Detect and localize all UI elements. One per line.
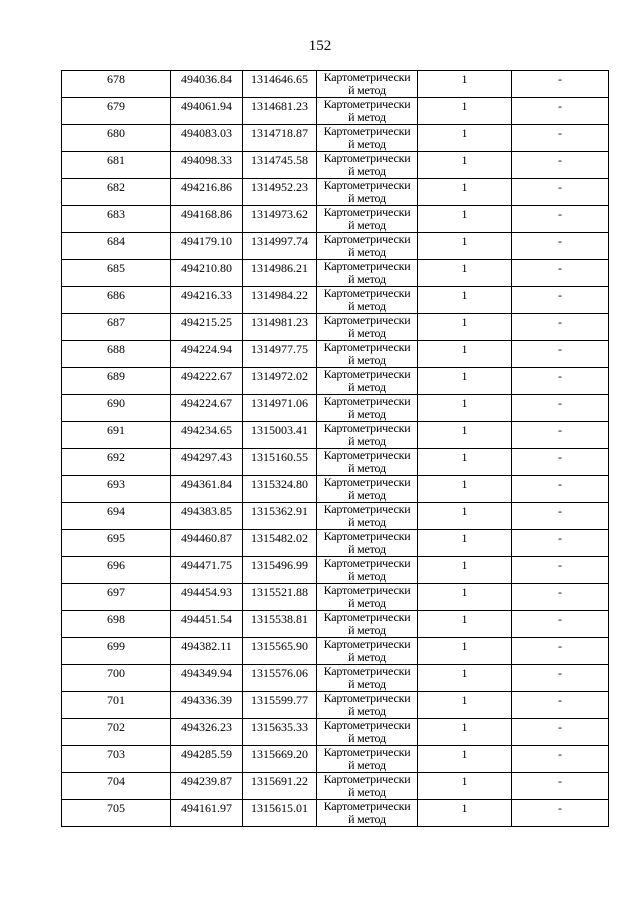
description-cell: -	[512, 341, 609, 368]
description-cell: -	[512, 557, 609, 584]
y-coordinate-cell: 1315635.33	[243, 719, 317, 746]
point-number-cell: 697	[62, 584, 171, 611]
method-line-1: Картометрически	[323, 745, 411, 759]
x-coordinate-cell: 494216.33	[171, 287, 243, 314]
y-coordinate-cell: 1315576.06	[243, 665, 317, 692]
method-cell	[317, 665, 418, 692]
accuracy-cell: 1	[418, 179, 512, 206]
method-cell	[317, 530, 418, 557]
y-coordinate-cell: 1315324.80	[243, 476, 317, 503]
method-line-2: й метод	[348, 542, 386, 556]
method-cell	[317, 611, 418, 638]
table-row	[62, 665, 609, 692]
x-coordinate-cell: 494471.75	[171, 557, 243, 584]
table-row	[62, 557, 609, 584]
x-coordinate-cell: 494297.43	[171, 449, 243, 476]
method-line-1: Картометрически	[323, 178, 411, 192]
accuracy-cell: 1	[418, 260, 512, 287]
accuracy-cell: 1	[418, 395, 512, 422]
y-coordinate-cell: 1315538.81	[243, 611, 317, 638]
method-cell	[317, 476, 418, 503]
method-cell	[317, 395, 418, 422]
y-coordinate-cell: 1314986.21	[243, 260, 317, 287]
description-cell: -	[512, 314, 609, 341]
accuracy-cell: 1	[418, 638, 512, 665]
method-cell	[317, 179, 418, 206]
method-line-2: й метод	[348, 623, 386, 637]
point-number-cell: 686	[62, 287, 171, 314]
accuracy-cell: 1	[418, 98, 512, 125]
description-cell: -	[512, 530, 609, 557]
method-line-2: й метод	[348, 353, 386, 367]
y-coordinate-cell: 1314718.87	[243, 125, 317, 152]
description-cell: -	[512, 71, 609, 98]
accuracy-cell: 1	[418, 773, 512, 800]
table-row	[62, 800, 609, 827]
method-line-2: й метод	[348, 110, 386, 124]
table-row	[62, 287, 609, 314]
point-number-cell: 684	[62, 233, 171, 260]
table-row	[62, 422, 609, 449]
y-coordinate-cell: 1314973.62	[243, 206, 317, 233]
method-cell	[317, 260, 418, 287]
x-coordinate-cell: 494215.25	[171, 314, 243, 341]
table-row	[62, 773, 609, 800]
method-line-1: Картометрически	[323, 448, 411, 462]
method-cell	[317, 584, 418, 611]
table-row	[62, 152, 609, 179]
y-coordinate-cell: 1315691.22	[243, 773, 317, 800]
point-number-cell: 683	[62, 206, 171, 233]
method-cell	[317, 800, 418, 827]
method-line-2: й метод	[348, 326, 386, 340]
x-coordinate-cell: 494083.03	[171, 125, 243, 152]
method-line-2: й метод	[348, 488, 386, 502]
y-coordinate-cell: 1314952.23	[243, 179, 317, 206]
method-cell	[317, 719, 418, 746]
method-cell	[317, 287, 418, 314]
accuracy-cell: 1	[418, 557, 512, 584]
x-coordinate-cell: 494098.33	[171, 152, 243, 179]
description-cell: -	[512, 368, 609, 395]
method-cell	[317, 638, 418, 665]
coordinates-table	[61, 70, 609, 827]
accuracy-cell: 1	[418, 719, 512, 746]
method-line-2: й метод	[348, 191, 386, 205]
point-number-cell: 705	[62, 800, 171, 827]
method-cell	[317, 746, 418, 773]
method-line-1: Картометрически	[323, 259, 411, 273]
table-row	[62, 530, 609, 557]
y-coordinate-cell: 1314977.75	[243, 341, 317, 368]
accuracy-cell: 1	[418, 476, 512, 503]
table-row	[62, 476, 609, 503]
y-coordinate-cell: 1314972.02	[243, 368, 317, 395]
x-coordinate-cell: 494161.97	[171, 800, 243, 827]
x-coordinate-cell: 494336.39	[171, 692, 243, 719]
method-line-1: Картометрически	[323, 313, 411, 327]
y-coordinate-cell: 1315615.01	[243, 800, 317, 827]
description-cell: -	[512, 719, 609, 746]
method-line-2: й метод	[348, 299, 386, 313]
method-line-2: й метод	[348, 434, 386, 448]
method-line-1: Картометрически	[323, 70, 411, 84]
method-cell	[317, 692, 418, 719]
method-cell	[317, 341, 418, 368]
method-line-1: Картометрически	[323, 232, 411, 246]
y-coordinate-cell: 1314984.22	[243, 287, 317, 314]
x-coordinate-cell: 494460.87	[171, 530, 243, 557]
method-line-2: й метод	[348, 704, 386, 718]
point-number-cell: 692	[62, 449, 171, 476]
accuracy-cell: 1	[418, 125, 512, 152]
method-cell	[317, 125, 418, 152]
x-coordinate-cell: 494349.94	[171, 665, 243, 692]
point-number-cell: 691	[62, 422, 171, 449]
method-line-1: Картометрически	[323, 205, 411, 219]
x-coordinate-cell: 494234.65	[171, 422, 243, 449]
method-line-2: й метод	[348, 380, 386, 394]
x-coordinate-cell: 494224.67	[171, 395, 243, 422]
x-coordinate-cell: 494383.85	[171, 503, 243, 530]
method-line-1: Картометрически	[323, 124, 411, 138]
accuracy-cell: 1	[418, 800, 512, 827]
method-line-1: Картометрически	[323, 394, 411, 408]
table-row	[62, 71, 609, 98]
method-line-1: Картометрически	[323, 691, 411, 705]
method-line-1: Картометрически	[323, 475, 411, 489]
point-number-cell: 689	[62, 368, 171, 395]
point-number-cell: 699	[62, 638, 171, 665]
method-line-1: Картометрически	[323, 556, 411, 570]
description-cell: -	[512, 287, 609, 314]
point-number-cell: 702	[62, 719, 171, 746]
method-cell	[317, 98, 418, 125]
method-cell	[317, 422, 418, 449]
y-coordinate-cell: 1314981.23	[243, 314, 317, 341]
method-line-2: й метод	[348, 245, 386, 259]
accuracy-cell: 1	[418, 449, 512, 476]
description-cell: -	[512, 206, 609, 233]
table-body	[62, 71, 609, 827]
description-cell: -	[512, 125, 609, 152]
method-line-2: й метод	[348, 731, 386, 745]
method-cell	[317, 233, 418, 260]
y-coordinate-cell: 1315482.02	[243, 530, 317, 557]
accuracy-cell: 1	[418, 368, 512, 395]
y-coordinate-cell: 1314646.65	[243, 71, 317, 98]
x-coordinate-cell: 494061.94	[171, 98, 243, 125]
x-coordinate-cell: 494361.84	[171, 476, 243, 503]
method-line-2: й метод	[348, 164, 386, 178]
method-line-1: Картометрически	[323, 583, 411, 597]
method-line-2: й метод	[348, 515, 386, 529]
point-number-cell: 695	[62, 530, 171, 557]
x-coordinate-cell: 494222.67	[171, 368, 243, 395]
description-cell: -	[512, 260, 609, 287]
x-coordinate-cell: 494239.87	[171, 773, 243, 800]
point-number-cell: 703	[62, 746, 171, 773]
description-cell: -	[512, 692, 609, 719]
method-cell	[317, 557, 418, 584]
y-coordinate-cell: 1315521.88	[243, 584, 317, 611]
method-line-2: й метод	[348, 677, 386, 691]
x-coordinate-cell: 494179.10	[171, 233, 243, 260]
point-number-cell: 704	[62, 773, 171, 800]
accuracy-cell: 1	[418, 530, 512, 557]
x-coordinate-cell: 494454.93	[171, 584, 243, 611]
method-cell	[317, 206, 418, 233]
method-line-1: Картометрически	[323, 286, 411, 300]
table-row	[62, 692, 609, 719]
accuracy-cell: 1	[418, 233, 512, 260]
method-cell	[317, 773, 418, 800]
x-coordinate-cell: 494224.94	[171, 341, 243, 368]
description-cell: -	[512, 503, 609, 530]
table-row	[62, 98, 609, 125]
method-line-2: й метод	[348, 218, 386, 232]
x-coordinate-cell: 494451.54	[171, 611, 243, 638]
x-coordinate-cell: 494210.80	[171, 260, 243, 287]
accuracy-cell: 1	[418, 206, 512, 233]
accuracy-cell: 1	[418, 341, 512, 368]
table-row	[62, 206, 609, 233]
point-number-cell: 685	[62, 260, 171, 287]
point-number-cell: 696	[62, 557, 171, 584]
table-row	[62, 368, 609, 395]
y-coordinate-cell: 1314971.06	[243, 395, 317, 422]
y-coordinate-cell: 1314997.74	[243, 233, 317, 260]
y-coordinate-cell: 1314681.23	[243, 98, 317, 125]
accuracy-cell: 1	[418, 152, 512, 179]
point-number-cell: 679	[62, 98, 171, 125]
method-line-2: й метод	[348, 758, 386, 772]
description-cell: -	[512, 611, 609, 638]
accuracy-cell: 1	[418, 287, 512, 314]
point-number-cell: 688	[62, 341, 171, 368]
point-number-cell: 701	[62, 692, 171, 719]
method-line-2: й метод	[348, 272, 386, 286]
point-number-cell: 680	[62, 125, 171, 152]
x-coordinate-cell: 494036.84	[171, 71, 243, 98]
y-coordinate-cell: 1314745.58	[243, 152, 317, 179]
accuracy-cell: 1	[418, 584, 512, 611]
accuracy-cell: 1	[418, 611, 512, 638]
method-line-1: Картометрически	[323, 421, 411, 435]
x-coordinate-cell: 494285.59	[171, 746, 243, 773]
table-row	[62, 260, 609, 287]
x-coordinate-cell: 494326.23	[171, 719, 243, 746]
point-number-cell: 693	[62, 476, 171, 503]
point-number-cell: 690	[62, 395, 171, 422]
method-line-1: Картометрически	[323, 151, 411, 165]
point-number-cell: 678	[62, 71, 171, 98]
description-cell: -	[512, 449, 609, 476]
method-line-1: Картометрически	[323, 664, 411, 678]
method-line-1: Картометрически	[323, 529, 411, 543]
method-line-2: й метод	[348, 461, 386, 475]
accuracy-cell: 1	[418, 665, 512, 692]
table-row	[62, 341, 609, 368]
description-cell: -	[512, 233, 609, 260]
description-cell: -	[512, 800, 609, 827]
method-line-2: й метод	[348, 407, 386, 421]
x-coordinate-cell: 494216.86	[171, 179, 243, 206]
method-line-2: й метод	[348, 596, 386, 610]
table-row	[62, 449, 609, 476]
method-cell	[317, 152, 418, 179]
description-cell: -	[512, 773, 609, 800]
description-cell: -	[512, 476, 609, 503]
point-number-cell: 687	[62, 314, 171, 341]
y-coordinate-cell: 1315362.91	[243, 503, 317, 530]
accuracy-cell: 1	[418, 692, 512, 719]
method-line-2: й метод	[348, 569, 386, 583]
table-row	[62, 719, 609, 746]
method-line-2: й метод	[348, 785, 386, 799]
point-number-cell: 698	[62, 611, 171, 638]
method-cell	[317, 71, 418, 98]
method-line-1: Картометрически	[323, 610, 411, 624]
method-line-1: Картометрически	[323, 799, 411, 813]
description-cell: -	[512, 152, 609, 179]
table-row	[62, 233, 609, 260]
accuracy-cell: 1	[418, 314, 512, 341]
table-row	[62, 179, 609, 206]
table-row	[62, 314, 609, 341]
method-line-2: й метод	[348, 83, 386, 97]
description-cell: -	[512, 179, 609, 206]
accuracy-cell: 1	[418, 422, 512, 449]
method-line-1: Картометрически	[323, 97, 411, 111]
method-line-2: й метод	[348, 650, 386, 664]
method-line-1: Картометрически	[323, 340, 411, 354]
method-cell	[317, 314, 418, 341]
point-number-cell: 681	[62, 152, 171, 179]
y-coordinate-cell: 1315003.41	[243, 422, 317, 449]
description-cell: -	[512, 584, 609, 611]
x-coordinate-cell: 494168.86	[171, 206, 243, 233]
y-coordinate-cell: 1315565.90	[243, 638, 317, 665]
description-cell: -	[512, 98, 609, 125]
x-coordinate-cell: 494382.11	[171, 638, 243, 665]
description-cell: -	[512, 395, 609, 422]
method-line-1: Картометрически	[323, 718, 411, 732]
page-number: 152	[308, 38, 332, 54]
y-coordinate-cell: 1315599.77	[243, 692, 317, 719]
accuracy-cell: 1	[418, 503, 512, 530]
accuracy-cell: 1	[418, 746, 512, 773]
y-coordinate-cell: 1315160.55	[243, 449, 317, 476]
table-row	[62, 584, 609, 611]
method-cell	[317, 449, 418, 476]
description-cell: -	[512, 665, 609, 692]
method-cell	[317, 368, 418, 395]
point-number-cell: 700	[62, 665, 171, 692]
method-line-1: Картометрически	[323, 772, 411, 786]
point-number-cell: 682	[62, 179, 171, 206]
method-line-2: й метод	[348, 812, 386, 826]
method-line-1: Картометрически	[323, 502, 411, 516]
y-coordinate-cell: 1315496.99	[243, 557, 317, 584]
method-cell	[317, 503, 418, 530]
description-cell: -	[512, 746, 609, 773]
method-line-1: Картометрически	[323, 367, 411, 381]
description-cell: -	[512, 638, 609, 665]
table-row	[62, 125, 609, 152]
accuracy-cell: 1	[418, 71, 512, 98]
table-row	[62, 611, 609, 638]
description-cell: -	[512, 422, 609, 449]
method-line-1: Картометрически	[323, 637, 411, 651]
method-line-2: й метод	[348, 137, 386, 151]
table-row	[62, 395, 609, 422]
table-row	[62, 638, 609, 665]
point-number-cell: 694	[62, 503, 171, 530]
table-row	[62, 503, 609, 530]
table-row	[62, 746, 609, 773]
y-coordinate-cell: 1315669.20	[243, 746, 317, 773]
